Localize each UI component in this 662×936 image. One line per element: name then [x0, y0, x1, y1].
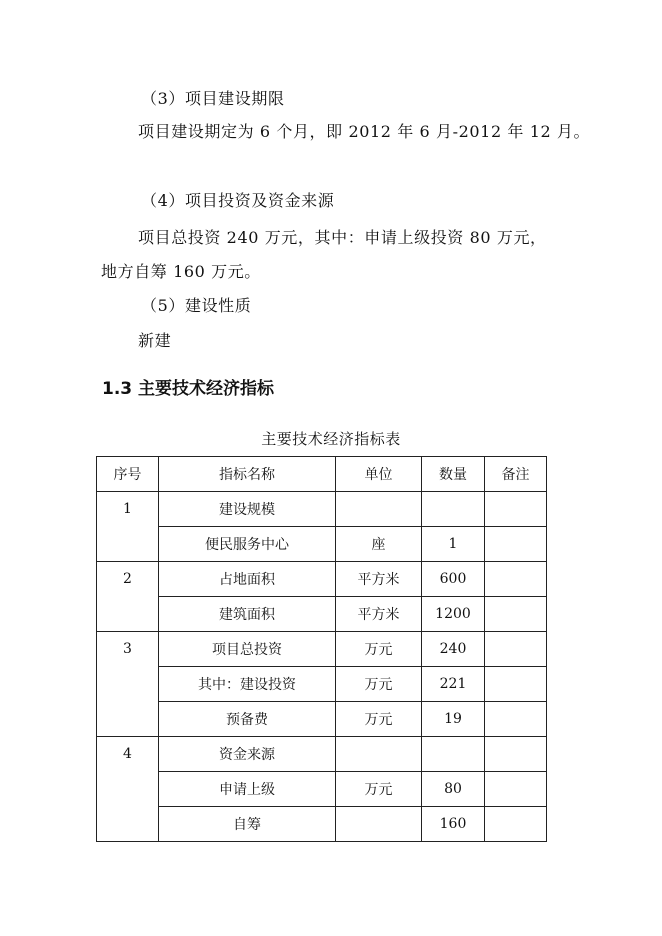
table-row [97, 737, 547, 772]
paragraph-investment-line-1: 项目总投资 240 万元，其中：申请上级投资 80 万元， [138, 228, 547, 247]
table-row [97, 772, 547, 807]
paragraph-construction-period: 项目建设期定为 6 个月，即 2012 年 6 月-2012 年 12 月。 [138, 122, 591, 141]
indicator-unit [336, 492, 422, 527]
indicator-quantity: 19 [422, 702, 485, 737]
indicator-remarks [485, 632, 547, 667]
subheading-construction-period: （3）项目建设期限 [141, 89, 285, 108]
header-indicator-name: 指标名称 [159, 457, 336, 492]
indicator-quantity: 1 [422, 527, 485, 562]
indicator-name: 预备费 [159, 702, 336, 737]
group-index: 2 [97, 562, 159, 632]
indicator-unit: 万元 [336, 702, 422, 737]
subheading-investment-source: （4）项目投资及资金来源 [141, 191, 335, 210]
group-index: 3 [97, 632, 159, 737]
table-row [97, 562, 547, 597]
table-row [97, 702, 547, 737]
indicator-name: 建设规模 [159, 492, 336, 527]
table-header-row [97, 457, 547, 492]
table-row [97, 492, 547, 527]
table-row [97, 667, 547, 702]
indicator-name: 资金来源 [159, 737, 336, 772]
indicator-remarks [485, 702, 547, 737]
indicator-quantity: 600 [422, 562, 485, 597]
paragraph-investment-line-2: 地方自筹 160 万元。 [101, 262, 261, 281]
header-remarks: 备注 [485, 457, 547, 492]
table-caption: 主要技术经济指标表 [261, 430, 401, 448]
indicator-quantity: 221 [422, 667, 485, 702]
indicator-name: 项目总投资 [159, 632, 336, 667]
indicator-remarks [485, 492, 547, 527]
indicator-remarks [485, 597, 547, 632]
paragraph-construction-nature: 新建 [138, 331, 172, 350]
indicator-remarks [485, 772, 547, 807]
indicator-table [96, 456, 547, 842]
indicator-unit: 万元 [336, 632, 422, 667]
indicator-unit [336, 737, 422, 772]
indicator-remarks [485, 527, 547, 562]
table-row [97, 632, 547, 667]
indicator-unit: 座 [336, 527, 422, 562]
indicator-name: 便民服务中心 [159, 527, 336, 562]
indicator-name: 占地面积 [159, 562, 336, 597]
indicator-unit: 万元 [336, 667, 422, 702]
indicator-quantity [422, 737, 485, 772]
indicator-unit: 平方米 [336, 562, 422, 597]
indicator-name: 建筑面积 [159, 597, 336, 632]
indicator-quantity: 80 [422, 772, 485, 807]
indicator-remarks [485, 562, 547, 597]
indicator-name: 其中：建设投资 [159, 667, 336, 702]
indicator-unit: 万元 [336, 772, 422, 807]
indicator-quantity [422, 492, 485, 527]
table-row [97, 527, 547, 562]
indicator-quantity: 1200 [422, 597, 485, 632]
group-index: 1 [97, 492, 159, 562]
indicator-unit: 平方米 [336, 597, 422, 632]
indicator-remarks [485, 667, 547, 702]
header-quantity: 数量 [422, 457, 485, 492]
group-index: 4 [97, 737, 159, 842]
indicator-name: 申请上级 [159, 772, 336, 807]
indicator-unit [336, 807, 422, 842]
indicator-quantity: 160 [422, 807, 485, 842]
table-row [97, 807, 547, 842]
indicator-name: 自筹 [159, 807, 336, 842]
indicator-remarks [485, 737, 547, 772]
indicator-remarks [485, 807, 547, 842]
header-index: 序号 [97, 457, 159, 492]
subheading-construction-nature: （5）建设性质 [141, 296, 252, 315]
header-unit: 单位 [336, 457, 422, 492]
indicator-quantity: 240 [422, 632, 485, 667]
section-title: 1.3 主要技术经济指标 [102, 379, 275, 399]
table-row [97, 597, 547, 632]
